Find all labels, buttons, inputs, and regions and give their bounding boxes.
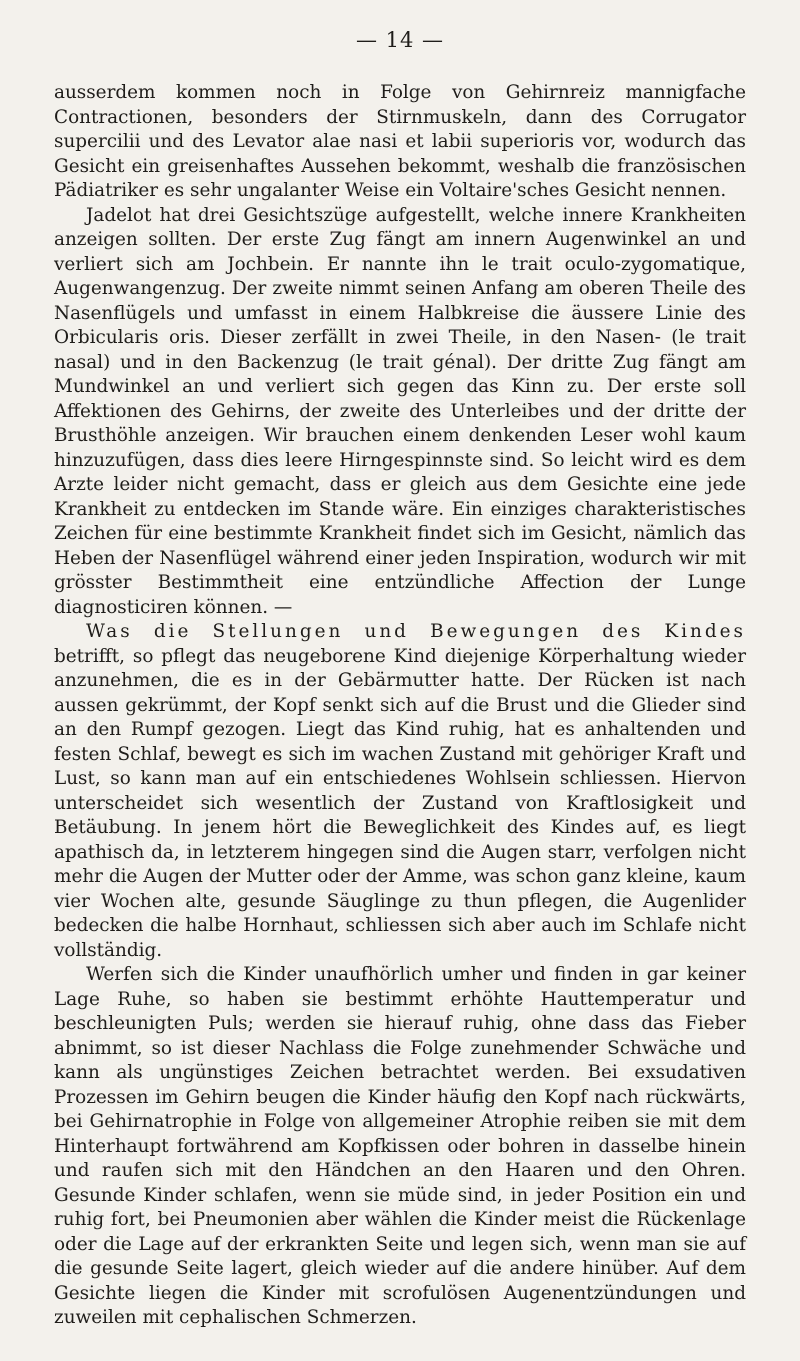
paragraph-2: [54, 204, 746, 621]
paragraph-3-text: betrifft, so pflegt das neugeborene Kind diejenige Körperhaltung wieder anzunehmen, die es in der Gebärmutter hatte. Der Rücken ist nach aussen gekrümmt, der Kopf senkt sich auf die Brust und die Glieder sind an den Rumpf gezogen. Liegt das Kind ruhig, hat es anhaltenden und festen Schlaf, bewegt es sich im wachen Zustand mit gehöriger Kraft und Lust, so kann man auf ein entschiedenes Wohlsein schliessen. Hiervon unterscheidet sich wesentlich der Zustand von Kraftlosigkeit und Betäubung. In jenem hört die Beweglichkeit des Kindes auf, es liegt apathisch da, in letzterem hingegen sind die Augen starr, verfolgen nicht mehr die Augen der Mutter oder der Amme, was schon ganz kleine, kaum vier Wochen alte, gesunde Säuglinge zu thun pflegen, die Augenlider bedecken die halbe Hornhaut, schliessen sich aber auch im Schlafe nicht vollständig.: [54, 645, 746, 961]
paragraph-4: [54, 963, 746, 1331]
paragraph-3-lead-spaced: Was die Stellungen und Bewegungen des Kindes: [86, 621, 746, 642]
paragraph-4-text: Werfen sich die Kinder unaufhörlich umher und finden in gar keiner Lage Ruhe, so haben sie bestimmt erhöhte Hauttemperatur und beschleunigten Puls; werden sie hierauf ruhig, ohne dass das Fieber abnimmt, so ist dieser Nachlass die Folge zunehmender Schwäche und kann als ungünstiges Zeichen betrachtet werden. Bei exsudativen Prozessen im Gehirn beugen die Kinder häufig den Kopf nach rückwärts, bei Gehirnatrophie in Folge von allgemeiner Atrophie reiben sie mit dem Hinterhaupt fortwährend am Kopfkissen oder bohren in dasselbe hinein und raufen sich mit den Händchen an den Haaren und den Ohren. Gesunde Kinder schlafen, wenn sie müde sind, in jeder Position ein und ruhig fort, bei Pneumonien aber wählen die Kinder meist die Rückenlage oder die Lage auf der erkrankten Seite und legen sich, wenn man sie auf die gesunde Seite lagert, gleich wieder auf die andere hinüber. Auf dem Gesichte liegen die Kinder mit scrofulösen Augenentzündungen und zuweilen mit cephalischen Schmerzen.: [54, 964, 746, 1328]
paragraph-2-text: hat drei Gesichtszüge aufgestellt, welche innere Krankheiten anzeigen sollten. Der erste Zug fängt am innern Augenwinkel an und verliert sich am Jochbein. Er nannte ihn le trait oculo-zygomatique, Augenwangenzug. Der zweite nimmt seinen Anfang am oberen Theile des Nasenflügels und umfasst in einem Halbkreise die äussere Linie des Orbicularis oris. Dieser zerfällt in zwei Theile, in den Nasen- (le trait nasal) und in den Backenzug (le trait génal). Der dritte Zug fängt am Mundwinkel an und verliert sich gegen das Kinn zu. Der erste soll Affektionen des Gehirns, der zweite des Unterleibes und der dritte der Brusthöhle anzeigen. Wir brauchen einem denkenden Leser wohl kaum hinzuzufügen, dass dies leere Hirngespinnste sind. So leicht wird es dem Arzte leider nicht gemacht, dass er gleich aus dem Gesichte eine jede Krankheit zu entdecken im Stande wäre. Ein einziges charakteristisches Zeichen für eine bestimmte Krankheit findet sich im Gesicht, nämlich das Heben der Nasenflügel während einer jeden Inspiration, wodurch wir mit grösster Bestimmtheit eine entzündliche Affection der Lunge diagnosticiren können. —: [54, 204, 746, 618]
paragraph-3: [54, 620, 746, 963]
page-number: — 14 —: [355, 28, 445, 52]
paragraph-1: [54, 81, 746, 204]
paragraph-1-text: ausserdem kommen noch in Folge von Gehirnreiz mannigfache Contractionen, besonders der Stirnmuskeln, dann des Corrugator supercilii und des Levator alae nasi et labii superioris vor, wodurch das Gesicht ein greisenhaftes Aussehen bekommt, weshalb die französischen Pädiatriker es sehr ungalanter Weise ein Voltaire'sches Gesicht nennen.: [54, 82, 746, 201]
paragraph-2-lead-name: Jadelot: [86, 204, 152, 226]
text-column: [54, 81, 746, 1331]
